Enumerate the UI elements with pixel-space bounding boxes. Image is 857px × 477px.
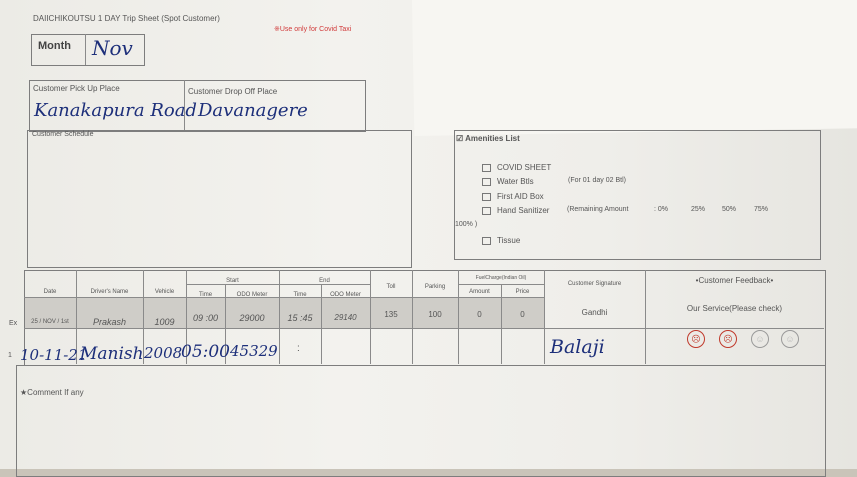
amenity-water [482, 177, 534, 186]
example-end-time: 15 :45 [287, 313, 313, 323]
amenity-sanitizer [482, 206, 549, 215]
checkbox-icon [482, 193, 491, 201]
checkbox-icon [482, 164, 491, 172]
header-toll: Toll [386, 284, 396, 290]
comment-label: ★Comment If any [20, 388, 84, 397]
schedule-box [27, 130, 412, 268]
entry-start-time: 05:00 [181, 342, 230, 362]
header-start-odo: ODO Meter [236, 292, 268, 298]
checkbox-icon [482, 237, 491, 245]
covid-note: ※Use only for Covid Taxi [274, 26, 352, 33]
water-note: (For 01 day 02 Btl) [568, 177, 626, 184]
sanitizer-level-75: 75% [754, 206, 769, 213]
sanitizer-level-50: 50% [722, 206, 737, 213]
sanitizer-level-25: 25% [691, 206, 706, 213]
amenity-label: COVID SHEET [497, 163, 552, 172]
header-feedback-sub: Our Service(Please check) [686, 304, 783, 313]
header-parking: Parking [424, 284, 446, 290]
dropoff-label: Customer Drop Off Place [188, 87, 278, 96]
entry-end-time: : [297, 343, 300, 354]
example-row-label: Ex [9, 320, 18, 327]
sanitizer-level-0: : 0% [654, 206, 669, 213]
amenity-label: First AID Box [497, 192, 544, 201]
example-end-odo: 29140 [334, 313, 357, 322]
comment-box [16, 365, 826, 477]
unhappy-face-icon[interactable]: ☹ [719, 330, 737, 348]
entry-date: 10-11-21 [20, 346, 88, 364]
header-feedback: •Customer Feedback• [695, 276, 774, 285]
example-driver: Prakash [92, 317, 127, 327]
schedule-label: Customer Schedule [32, 131, 94, 138]
pickup-label: Customer Pick Up Place [33, 84, 120, 93]
entry-start-odo: 45329 [230, 342, 278, 360]
month-label: Month [38, 40, 71, 52]
entry-driver: Manish [80, 344, 144, 364]
checkbox-icon [482, 178, 491, 186]
entry-vehicle: 2008 [144, 344, 183, 362]
checkbox-icon [482, 207, 491, 215]
header-start-time: Time [198, 292, 213, 298]
amenity-covid-sheet [482, 163, 551, 172]
example-signature: Gandhi [581, 308, 608, 317]
neutral-face-icon[interactable]: ☺ [751, 330, 769, 348]
header-fuel-price: Price [515, 289, 530, 295]
example-vehicle: 1009 [154, 317, 175, 327]
header-end-time: Time [293, 292, 307, 298]
header-vehicle: Vehicle [154, 289, 175, 295]
example-fuel-price: 0 [520, 310, 525, 319]
header-driver: Driver's Name [90, 289, 129, 295]
header-end-odo: ODO Meter [330, 292, 361, 298]
very-unhappy-face-icon[interactable]: ☹ [687, 330, 705, 348]
sanitizer-note: (Remaining Amount [567, 206, 629, 213]
sheet-title: DAIICHIKOUTSU 1 DAY Trip Sheet (Spot Customer) [33, 14, 220, 23]
amenity-label: Tissue [497, 236, 521, 245]
header-end-group: End [319, 278, 330, 284]
header-date: Date [43, 289, 57, 295]
happy-face-icon[interactable]: ☺ [781, 330, 799, 348]
amenity-label: Hand Sanitizer [497, 206, 550, 215]
header-start-group: Start [226, 278, 239, 284]
amenity-tissue [482, 236, 520, 245]
example-start-odo: 29000 [239, 313, 265, 323]
header-signature: Customer Signature [567, 281, 622, 287]
example-toll: 135 [384, 310, 398, 319]
example-fuel-amount: 0 [477, 310, 482, 319]
header-fuel-amount: Amount [469, 289, 490, 295]
pickup-value: Kanakapura Road [34, 100, 197, 121]
entry-signature: Balaji [550, 336, 605, 358]
amenity-label: Water Btls [497, 177, 534, 186]
sanitizer-full: 100% ) [455, 221, 478, 228]
entry-row-label: 1 [8, 352, 12, 359]
overlapping-paper [412, 0, 857, 136]
example-start-time: 09 :00 [192, 313, 219, 323]
header-fuel-group: FuelCharge(Indian Oil) [475, 275, 527, 281]
amenities-title: ☑ Amenities List [456, 134, 520, 143]
dropoff-value: Davanagere [198, 100, 308, 121]
example-date: 25 / NOV / 1st [31, 319, 69, 325]
month-value: Nov [92, 36, 133, 60]
amenity-first-aid [482, 192, 544, 201]
example-parking: 100 [428, 310, 442, 319]
